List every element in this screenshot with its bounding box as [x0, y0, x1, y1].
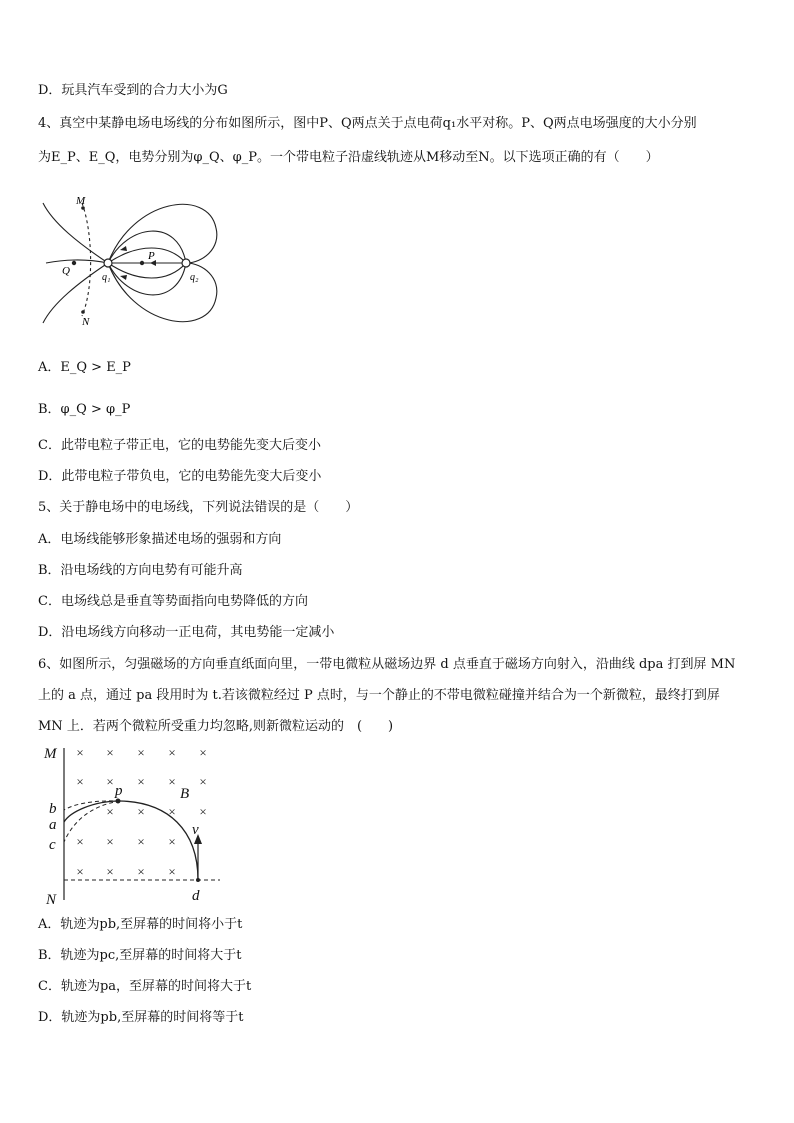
svg-text:×: ×	[137, 804, 145, 819]
svg-text:×: ×	[76, 864, 84, 879]
svg-text:×: ×	[168, 864, 176, 879]
q5-option-b: B．沿电场线的方向电势有可能升高	[38, 563, 243, 578]
svg-text:×: ×	[137, 864, 145, 879]
q5-option-a: A．电场线能够形象描述电场的强弱和方向	[38, 532, 282, 547]
q4-label-q: Q	[62, 265, 70, 277]
q4-label-p: P	[148, 250, 155, 262]
q6-magnetic-field-figure	[38, 740, 228, 910]
svg-text:×: ×	[106, 745, 114, 760]
q6-label-n: N	[46, 892, 57, 908]
q4-label-m: M	[76, 195, 86, 207]
svg-text:×: ×	[76, 774, 84, 789]
svg-text:×: ×	[106, 864, 114, 879]
q5-stem: 5、关于静电场中的电场线，下列说法错误的是（ ）	[38, 500, 359, 515]
q4-label-n: N	[82, 316, 90, 328]
svg-text:×: ×	[106, 834, 114, 849]
q4-stem-line2: 为E_P、E_Q，电势分别为φ_Q、φ_P。一个带电粒子沿虚线轨迹从M移动至N。以下选项正确的有（ ）	[38, 150, 659, 165]
svg-text:×: ×	[106, 804, 114, 819]
svg-text:×: ×	[168, 834, 176, 849]
q4-option-b: B．φ_Q > φ_P	[38, 402, 131, 417]
q4-label-q2: q₂	[190, 272, 199, 283]
q4-stem-line1: 4、真空中某静电场电场线的分布如图所示，图中P、Q两点关于点电荷q₁水平对称。P、Q两点电场强度的大小分别	[38, 116, 697, 131]
svg-text:×: ×	[137, 745, 145, 760]
q4-option-c: C．此带电粒子带正电，它的电势能先变大后变小	[38, 438, 321, 453]
svg-text:×: ×	[168, 804, 176, 819]
q4-field-line-figure	[38, 188, 228, 338]
q6-label-a: a	[49, 817, 57, 833]
q4-option-a: A．E_Q > E_P	[38, 360, 131, 375]
q6-label-b: b	[49, 801, 57, 817]
q6-option-b: B．轨迹为pc,至屏幕的时间将大于t	[38, 948, 242, 963]
q4-label-q1: q₁	[102, 272, 111, 283]
svg-text:×: ×	[76, 834, 84, 849]
q6-option-c: C．轨迹为pa，至屏幕的时间将大于t	[38, 979, 252, 994]
q5-option-d: D．沿电场线方向移动一正电荷，其电势能一定减小	[38, 625, 335, 640]
q6-stem-line2: 上的 a 点，通过 pa 段用时为 t.若该微粒经过 P 点时，与一个静止的不带电微粒碰撞并结合为一个新微粒，最终打到屏	[38, 688, 720, 703]
q6-label-c: c	[49, 837, 56, 853]
svg-text:×: ×	[106, 774, 114, 789]
q6-option-d: D．轨迹为pb,至屏幕的时间将等于t	[38, 1010, 244, 1025]
svg-text:×: ×	[76, 745, 84, 760]
svg-text:×: ×	[199, 774, 207, 789]
q3-option-d: D．玩具汽车受到的合力大小为G	[38, 83, 228, 98]
svg-text:×: ×	[168, 745, 176, 760]
q6-label-p: p	[115, 783, 123, 799]
q6-label-d: d	[192, 888, 200, 904]
q6-label-v: v	[192, 822, 199, 838]
svg-text:×: ×	[168, 774, 176, 789]
svg-text:×: ×	[199, 804, 207, 819]
q6-label-field-b: B	[180, 786, 190, 802]
svg-text:×: ×	[137, 774, 145, 789]
q6-label-m: M	[44, 746, 57, 762]
svg-text:×: ×	[137, 834, 145, 849]
svg-text:×: ×	[199, 745, 207, 760]
q4-option-d: D．此带电粒子带负电，它的电势能先变大后变小	[38, 469, 322, 484]
q6-stem-line1: 6、如图所示，匀强磁场的方向垂直纸面向里，一带电微粒从磁场边界 d 点垂直于磁场方向射入，沿曲线 dpa 打到屏 MN	[38, 657, 736, 672]
q6-stem-line3: MN 上．若两个微粒所受重力均忽略,则新微粒运动的 ( )	[38, 719, 394, 734]
q5-option-c: C．电场线总是垂直等势面指向电势降低的方向	[38, 594, 308, 609]
q6-option-a: A．轨迹为pb,至屏幕的时间将小于t	[38, 917, 243, 932]
